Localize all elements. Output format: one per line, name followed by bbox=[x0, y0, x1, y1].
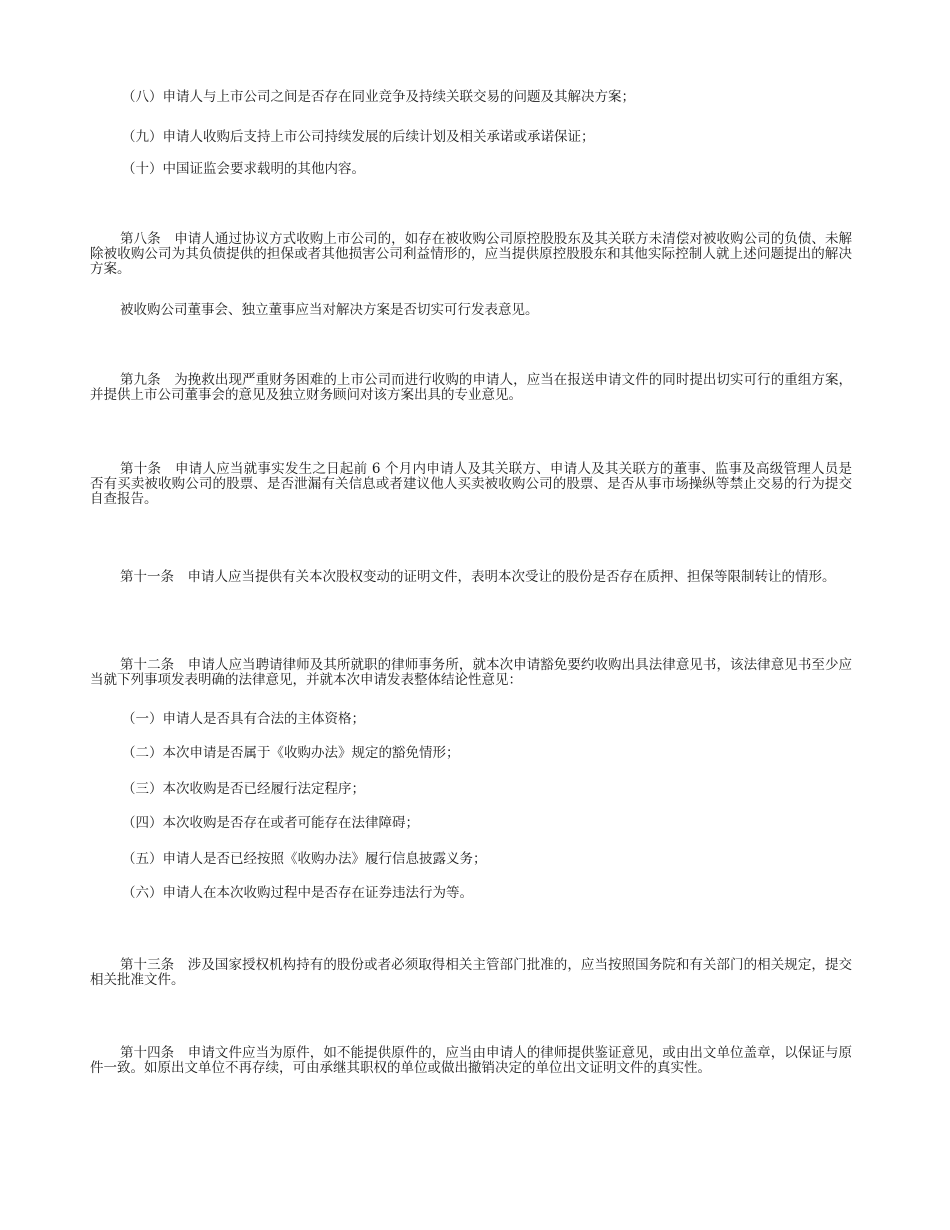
article-12-item-1: （一）申请人是否具有合法的主体资格； bbox=[122, 711, 365, 727]
article-14-paragraph: 第十四条 申请文件应当为原件，如不能提供原件的，应当由申请人的律师提供鉴证意见，或由出文单位盖章，以保证与原件一致。如原出文单位不再存续，可由承继其职权的单位或做出撤销决定的单位出文证明文件的真实性。 bbox=[90, 1045, 852, 1076]
article-13-paragraph: 第十三条 涉及国家授权机构持有的股份或者必须取得相关主管部门批准的，应当按照国务院和有关部门的相关规定，提交相关批准文件。 bbox=[90, 957, 852, 988]
article-12-item-6: （六）申请人在本次收购过程中是否存在证券违法行为等。 bbox=[122, 885, 473, 901]
article-12-paragraph: 第十二条 申请人应当聘请律师及其所就职的律师事务所，就本次申请豁免要约收购出具法律意见书，该法律意见书至少应当就下列事项发表明确的法律意见，并就本次申请发表整体结论性意见： bbox=[90, 657, 852, 688]
article-12-item-3: （三）本次收购是否已经履行法定程序； bbox=[122, 781, 365, 797]
article-11-paragraph: 第十一条 申请人应当提供有关本次股权变动的证明文件，表明本次受让的股份是否存在质押、担保等限制转让的情形。 bbox=[120, 569, 836, 585]
article-12-item-4: （四）本次收购是否存在或者可能存在法律障碍； bbox=[122, 815, 419, 831]
article-8-paragraph: 第八条 申请人通过协议方式收购上市公司的，如存在被收购公司原控股股东及其关联方未清偿对被收购公司的负债、未解除被收购公司为其负债提供的担保或者其他损害公司利益情形的，应当提供原控股股东和其他实际控制人就上述问题提出的解决方案。 bbox=[90, 231, 852, 277]
list-item-9: （九）申请人收购后支持上市公司持续发展的后续计划及相关承诺或承诺保证； bbox=[122, 129, 595, 145]
list-item-10: （十）中国证监会要求载明的其他内容。 bbox=[122, 161, 365, 177]
article-9-paragraph: 第九条 为挽救出现严重财务困难的上市公司而进行收购的申请人，应当在报送申请文件的同时提出切实可行的重组方案，并提供上市公司董事会的意见及独立财务顾问对该方案出具的专业意见。 bbox=[90, 372, 852, 403]
article-12-item-5: （五）申请人是否已经按照《收购办法》履行信息披露义务； bbox=[122, 851, 487, 867]
list-item-8: （八）申请人与上市公司之间是否存在同业竞争及持续关联交易的问题及其解决方案； bbox=[122, 89, 635, 105]
article-8-board-paragraph: 被收购公司董事会、独立董事应当对解决方案是否切实可行发表意见。 bbox=[120, 302, 539, 318]
article-10-paragraph: 第十条 申请人应当就事实发生之日起前 6 个月内申请人及其关联方、申请人及其关联方的董事、监事及高级管理人员是否有买卖被收购公司的股票、是否泄漏有关信息或者建议他人买卖被收购公司的股票、是否从事市场操纵等禁止交易的行为提交自查报告。 bbox=[90, 461, 852, 507]
article-12-item-2: （二）本次申请是否属于《收购办法》规定的豁免情形； bbox=[122, 745, 460, 761]
